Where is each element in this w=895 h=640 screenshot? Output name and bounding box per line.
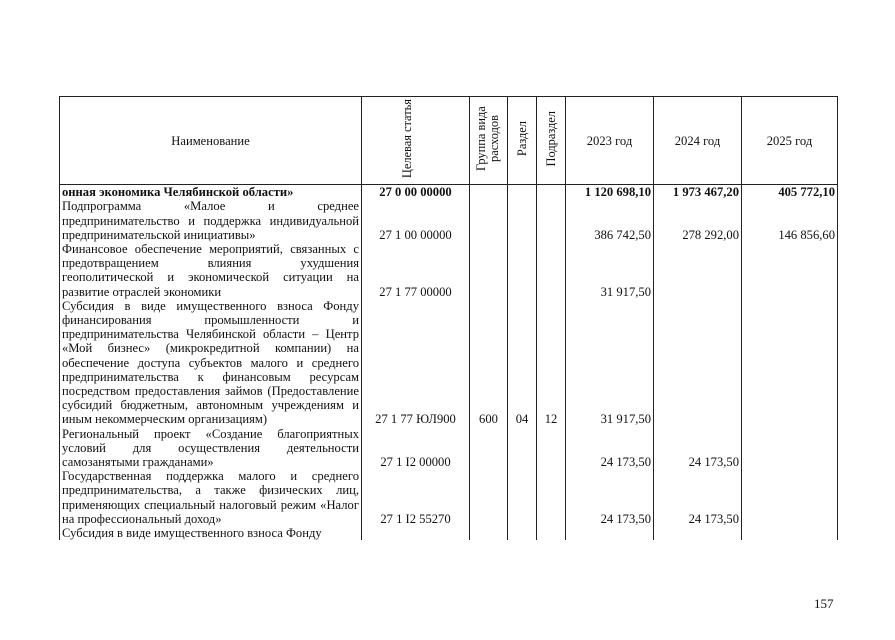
row-2024: 278 292,00 xyxy=(654,199,742,242)
row-section xyxy=(508,526,537,540)
header-2024: 2024 год xyxy=(654,97,742,185)
header-target xyxy=(362,97,470,185)
budget-table xyxy=(59,96,838,540)
row-group xyxy=(470,427,508,470)
header-group xyxy=(470,97,508,185)
row-2025: 405 772,10 xyxy=(742,185,838,200)
row-group xyxy=(470,242,508,299)
row-code: 27 1 I2 00000 xyxy=(362,427,470,470)
row-2023: 1 120 698,10 xyxy=(566,185,654,200)
table-header-row xyxy=(60,97,838,185)
row-group xyxy=(470,185,508,200)
table-row xyxy=(60,199,838,242)
header-section-label: Раздел xyxy=(514,121,529,157)
row-group xyxy=(470,469,508,526)
table-row xyxy=(60,469,838,526)
row-section xyxy=(508,242,537,299)
row-2024: 24 173,50 xyxy=(654,427,742,470)
row-code: 27 0 00 00000 xyxy=(362,185,470,200)
table-row xyxy=(60,299,838,427)
row-2025 xyxy=(742,242,838,299)
row-subsection xyxy=(537,469,566,526)
page-number: 157 xyxy=(814,596,834,611)
row-name: Государственная поддержка малого и среднего предпринимательства, а также физических лиц, применяющих специальный налоговый режим «Налог на профессиональный доход» xyxy=(60,469,362,526)
header-name: Наименование xyxy=(60,97,362,185)
row-code: 27 1 77 00000 xyxy=(362,242,470,299)
row-code xyxy=(362,526,470,540)
row-code: 27 1 77 ЮЛ900 xyxy=(362,299,470,427)
row-subsection xyxy=(537,242,566,299)
row-2025: 146 856,60 xyxy=(742,199,838,242)
table-row xyxy=(60,526,838,540)
row-2024 xyxy=(654,526,742,540)
row-2023: 386 742,50 xyxy=(566,199,654,242)
table-row xyxy=(60,242,838,299)
row-code: 27 1 I2 55270 xyxy=(362,469,470,526)
table-row xyxy=(60,185,838,200)
row-2024 xyxy=(654,242,742,299)
row-group xyxy=(470,199,508,242)
row-section xyxy=(508,199,537,242)
header-subsection xyxy=(537,97,566,185)
row-2023: 31 917,50 xyxy=(566,299,654,427)
row-section xyxy=(508,469,537,526)
row-2024: 24 173,50 xyxy=(654,469,742,526)
row-section xyxy=(508,185,537,200)
row-2025 xyxy=(742,526,838,540)
row-subsection xyxy=(537,185,566,200)
row-subsection xyxy=(537,427,566,470)
row-name: Подпрограмма «Малое и среднее предпринимательство и поддержка индивидуальной предпринимательской инициативы» xyxy=(60,199,362,242)
row-name: Региональный проект «Создание благоприятных условий для осуществления деятельности самозанятыми гражданами» xyxy=(60,427,362,470)
row-group xyxy=(470,526,508,540)
row-2025 xyxy=(742,427,838,470)
row-name: Субсидия в виде имущественного взноса Фонду финансирования промышленности и предпринимательства Челябинской области – Центр «Мой бизнес» (микрокредитной компании) на обеспечение доступа субъектов малого и среднего предпринимательства к финансовым ресурсам посредством предоставления займов (Предоставление субсидий бюджетным, автономным учреждениям и иным некоммерческим организациям) xyxy=(60,299,362,427)
row-name: онная экономика Челябинской области» xyxy=(60,185,362,200)
row-section xyxy=(508,427,537,470)
row-2023: 24 173,50 xyxy=(566,469,654,526)
header-group-label: Группа вида расходов xyxy=(473,106,501,172)
row-2024 xyxy=(654,299,742,427)
row-2023 xyxy=(566,526,654,540)
row-2023: 31 917,50 xyxy=(566,242,654,299)
row-2025 xyxy=(742,469,838,526)
row-2024: 1 973 467,20 xyxy=(654,185,742,200)
header-2025: 2025 год xyxy=(742,97,838,185)
row-code: 27 1 00 00000 xyxy=(362,199,470,242)
header-section xyxy=(508,97,537,185)
row-subsection: 12 xyxy=(537,299,566,427)
row-section: 04 xyxy=(508,299,537,427)
row-subsection xyxy=(537,526,566,540)
row-name: Субсидия в виде имущественного взноса Фонду xyxy=(60,526,362,540)
row-name: Финансовое обеспечение мероприятий, связанных с предотвращением влияния ухудшения геополитической и экономической ситуации на развитие отраслей экономики xyxy=(60,242,362,299)
row-group: 600 xyxy=(470,299,508,427)
row-2025 xyxy=(742,299,838,427)
header-target-label: Целевая статья xyxy=(399,99,414,179)
row-subsection xyxy=(537,199,566,242)
table-row xyxy=(60,427,838,470)
row-2023: 24 173,50 xyxy=(566,427,654,470)
header-subsection-label: Подраздел xyxy=(543,111,558,167)
header-2023: 2023 год xyxy=(566,97,654,185)
